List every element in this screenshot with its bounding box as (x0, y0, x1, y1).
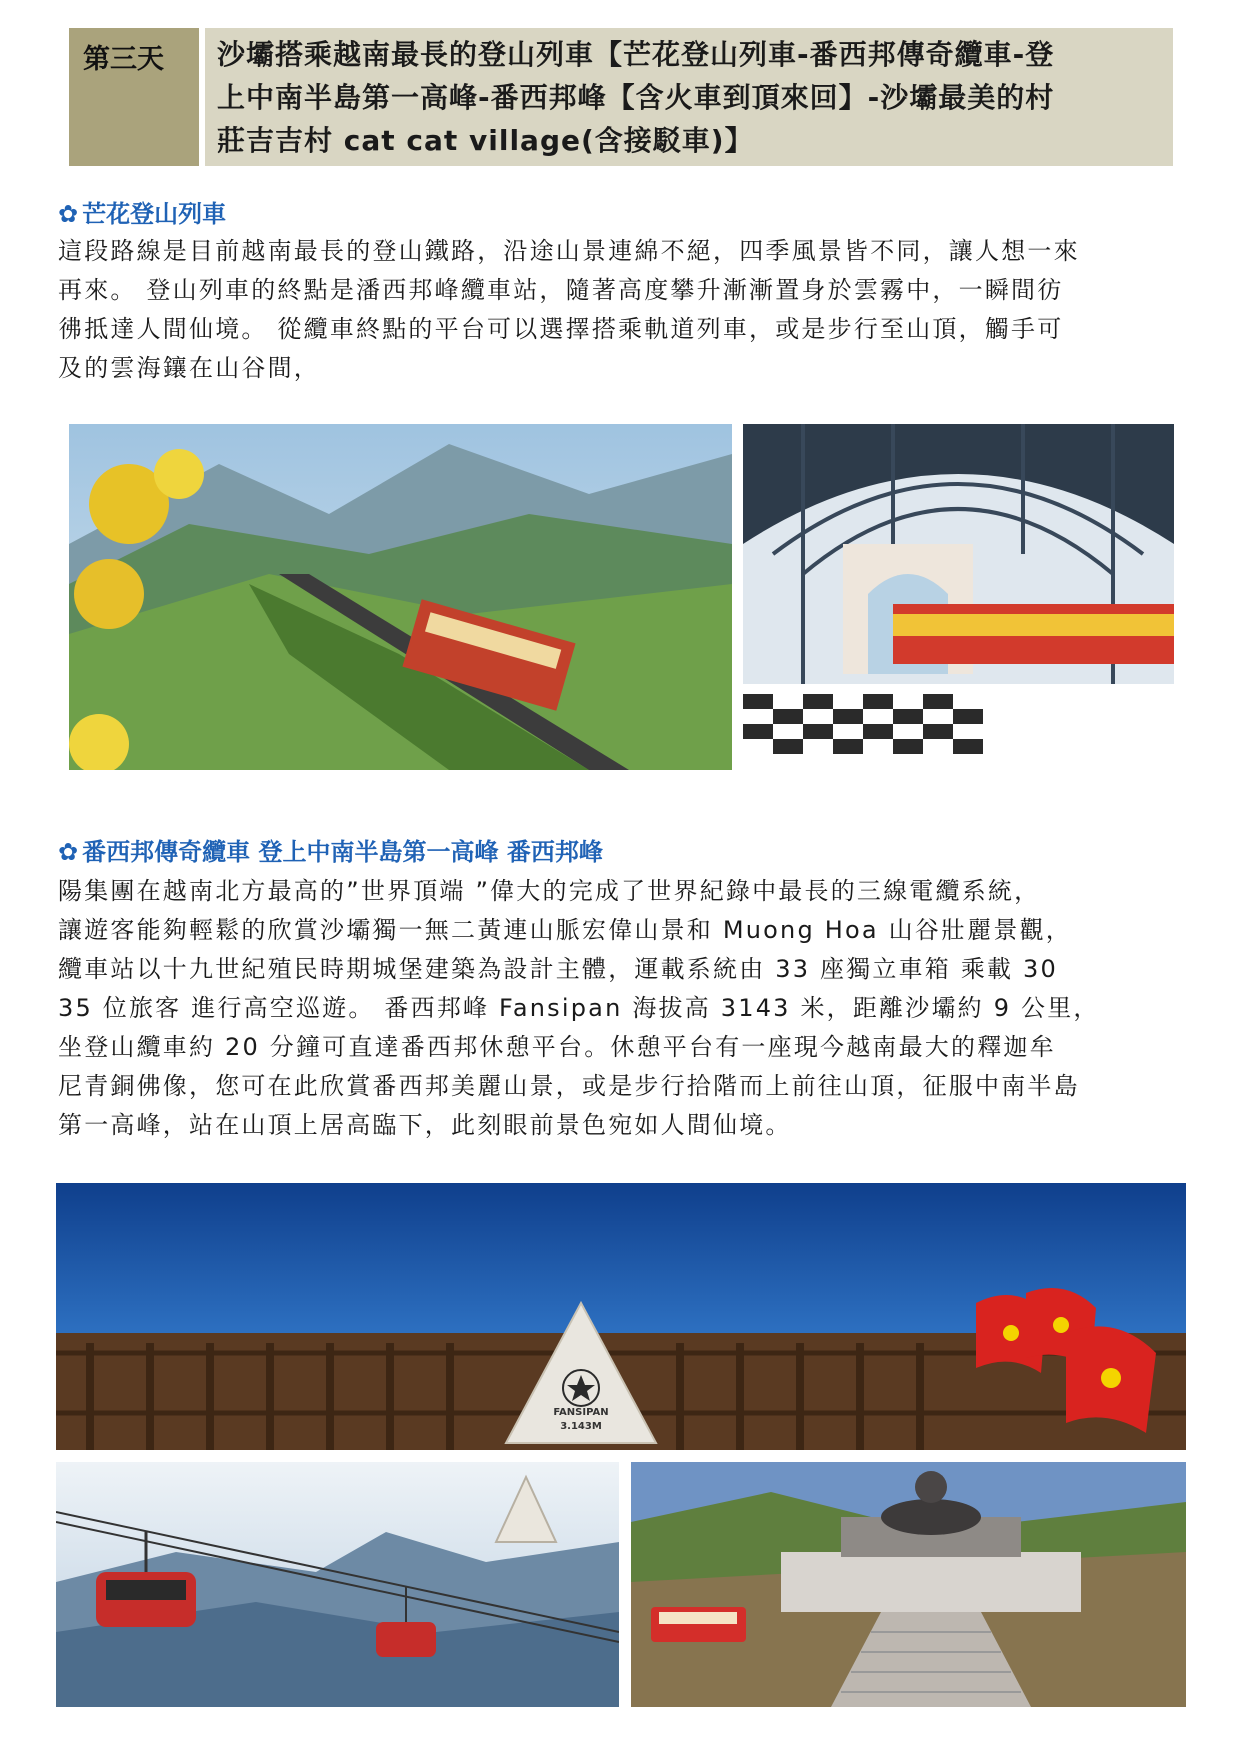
paragraph-line: 彿抵達人間仙境。 從纜車終點的平台可以選擇搭乘軌道列車，或是步行至山頂，觸手可 (58, 315, 1064, 343)
summit-marker-label: FANSIPAN (553, 1407, 609, 1418)
section-paragraph-train (58, 232, 1176, 388)
paragraph-line: 及的雲海鑲在山谷間， (58, 354, 320, 382)
paragraph-line: 陽集團在越南北方最高的”世界頂端 ”偉大的完成了世界紀錄中最長的三線電纜系統， (58, 877, 1041, 905)
photo-fansipan-summit (56, 1183, 1186, 1450)
photo-buddha-statue (631, 1462, 1186, 1707)
day-header (69, 28, 1173, 166)
day-label: 第三天 (69, 28, 199, 166)
paragraph-line: 坐登山纜車約 20 分鐘可直達番西邦休憩平台。休憩平台有一座現今越南最大的釋迦牟 (58, 1033, 1056, 1061)
section-title-text: 番西邦傳奇纜車 登上中南半島第一高峰 番西邦峰 (82, 838, 603, 866)
photo-station-interior (743, 424, 1174, 770)
day-title-line: 莊吉吉村 cat cat village(含接駁車)】 (217, 124, 754, 157)
day-title (205, 28, 1173, 166)
section-paragraph-cablecar (58, 872, 1176, 1145)
day-title-line: 上中南半島第一高峰-番西邦峰【含火車到頂來回】-沙壩最美的村 (217, 81, 1055, 114)
paragraph-line: 35 位旅客 進行高空巡遊。 番西邦峰 Fansipan 海拔高 3143 米，距離沙壩約 9 公里， (58, 994, 1100, 1022)
paragraph-line: 纜車站以十九世紀殖民時期城堡建築為設計主體，運載系統由 33 座獨立車箱 乘載 30 (58, 955, 1058, 983)
photo-funicular-train (69, 424, 732, 770)
paragraph-line: 讓遊客能夠輕鬆的欣賞沙壩獨一無二黃連山脈宏偉山景和 Muong Hoa 山谷壯麗景觀， (58, 916, 1072, 944)
section-title-cablecar (58, 832, 603, 867)
summit-marker-height: 3.143M (560, 1421, 602, 1432)
day-title-line: 沙壩搭乘越南最長的登山列車【芒花登山列車-番西邦傳奇纜車-登 (217, 38, 1055, 71)
flower-icon: ✿ (58, 838, 79, 866)
section-title-text: 芒花登山列車 (82, 200, 227, 228)
section-title-train (58, 194, 226, 229)
photo-cable-cars (56, 1462, 619, 1707)
paragraph-line: 這段路線是目前越南最長的登山鐵路，沿途山景連綿不絕，四季風景皆不同，讓人想一來 (58, 237, 1080, 265)
paragraph-line: 第一高峰，站在山頂上居高臨下，此刻眼前景色宛如人間仙境。 (58, 1111, 792, 1139)
flower-icon: ✿ (58, 200, 79, 228)
paragraph-line: 尼青銅佛像，您可在此欣賞番西邦美麗山景，或是步行拾階而上前往山頂，征服中南半島 (58, 1072, 1080, 1100)
paragraph-line: 再來。 登山列車的終點是潘西邦峰纜車站，隨著高度攀升漸漸置身於雲霧中，一瞬間彷 (58, 276, 1064, 304)
